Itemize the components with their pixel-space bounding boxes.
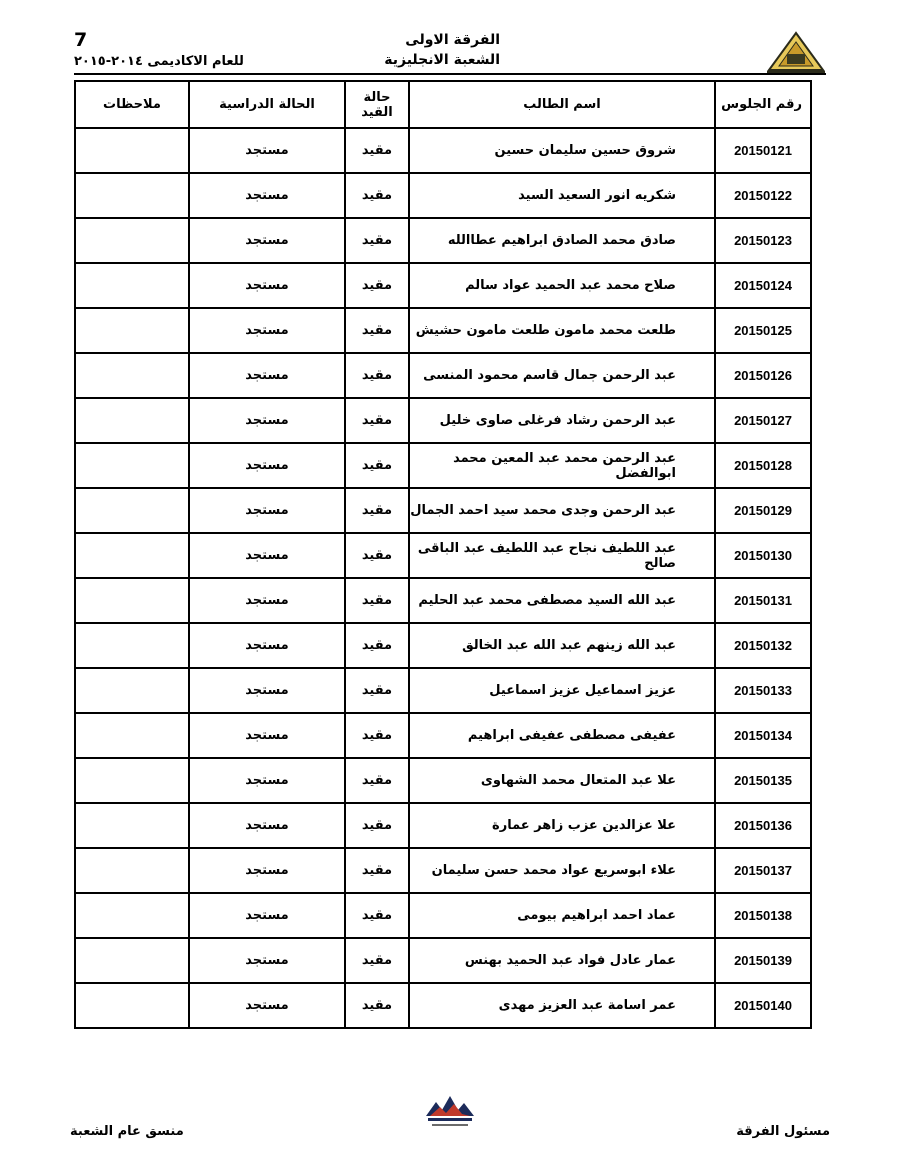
student-name-cell: عماد احمد ابراهيم بيومى: [409, 893, 715, 938]
seat-number-cell: 20150133: [715, 668, 811, 713]
study-status-cell: مستجد: [189, 173, 345, 218]
registration-status-cell: مقيد: [345, 983, 409, 1028]
notes-cell: [75, 128, 189, 173]
notes-cell: [75, 578, 189, 623]
header-student-name: اسم الطالب: [409, 81, 715, 128]
student-name-cell: عبد اللطيف نجاح عبد اللطيف عبد الباقى صالح: [409, 533, 715, 578]
table-row: [75, 713, 811, 758]
seat-number-cell: 20150123: [715, 218, 811, 263]
seat-number-cell: 20150125: [715, 308, 811, 353]
student-name-cell: عبد الله السيد مصطفى محمد عبد الحليم: [409, 578, 715, 623]
seat-number-cell: 20150121: [715, 128, 811, 173]
seat-number-cell: 20150136: [715, 803, 811, 848]
table-row: [75, 218, 811, 263]
table-row: [75, 668, 811, 713]
general-coordinator-signature-label: منسق عام الشعبة: [70, 1124, 184, 1139]
study-status-cell: مستجد: [189, 218, 345, 263]
student-roster-table: [74, 80, 812, 1029]
table-row: [75, 128, 811, 173]
university-logo-icon: [765, 30, 827, 76]
table-row: [75, 803, 811, 848]
seat-number-cell: 20150129: [715, 488, 811, 533]
notes-cell: [75, 263, 189, 308]
registration-status-cell: مقيد: [345, 848, 409, 893]
notes-cell: [75, 623, 189, 668]
notes-cell: [75, 443, 189, 488]
header-divider: [74, 73, 826, 75]
notes-cell: [75, 668, 189, 713]
seat-number-cell: 20150131: [715, 578, 811, 623]
registration-status-cell: مقيد: [345, 488, 409, 533]
table-row: [75, 758, 811, 803]
notes-cell: [75, 218, 189, 263]
header-seat-number: رقم الجلوس: [715, 81, 811, 128]
table-row: [75, 353, 811, 398]
student-name-cell: عفيفى مصطفى عفيفى ابراهيم: [409, 713, 715, 758]
registration-status-cell: مقيد: [345, 578, 409, 623]
notes-cell: [75, 308, 189, 353]
study-status-cell: مستجد: [189, 758, 345, 803]
notes-cell: [75, 938, 189, 983]
table-row: [75, 623, 811, 668]
registration-status-cell: مقيد: [345, 713, 409, 758]
student-name-cell: صلاح محمد عبد الحميد عواد سالم: [409, 263, 715, 308]
seat-number-cell: 20150132: [715, 623, 811, 668]
study-status-cell: مستجد: [189, 938, 345, 983]
header-study-status: الحالة الدراسية: [189, 81, 345, 128]
seat-number-cell: 20150137: [715, 848, 811, 893]
header-notes: ملاحظات: [75, 81, 189, 128]
student-name-cell: علاء ابوسريع عواد محمد حسن سليمان: [409, 848, 715, 893]
seat-number-cell: 20150134: [715, 713, 811, 758]
registration-status-cell: مقيد: [345, 893, 409, 938]
registration-status-cell: مقيد: [345, 938, 409, 983]
student-name-cell: عبد الله زينهم عبد الله عبد الخالق: [409, 623, 715, 668]
registration-status-cell: مقيد: [345, 443, 409, 488]
study-status-cell: مستجد: [189, 578, 345, 623]
student-name-cell: عبد الرحمن جمال قاسم محمود المنسى: [409, 353, 715, 398]
page-number: 7: [74, 29, 88, 51]
seat-number-cell: 20150124: [715, 263, 811, 308]
study-status-cell: مستجد: [189, 488, 345, 533]
study-status-cell: مستجد: [189, 668, 345, 713]
level-title: الفرقة الاولى: [405, 32, 500, 48]
registration-status-cell: مقيد: [345, 533, 409, 578]
student-name-cell: عمر اسامة عبد العزيز مهدى: [409, 983, 715, 1028]
study-status-cell: مستجد: [189, 308, 345, 353]
notes-cell: [75, 758, 189, 803]
table-row: [75, 938, 811, 983]
seat-number-cell: 20150128: [715, 443, 811, 488]
seat-number-cell: 20150138: [715, 893, 811, 938]
notes-cell: [75, 398, 189, 443]
notes-cell: [75, 488, 189, 533]
study-status-cell: مستجد: [189, 848, 345, 893]
seat-number-cell: 20150139: [715, 938, 811, 983]
table-row: [75, 578, 811, 623]
registration-status-cell: مقيد: [345, 128, 409, 173]
study-status-cell: مستجد: [189, 353, 345, 398]
student-name-cell: عمار عادل فواد عبد الحميد بهنس: [409, 938, 715, 983]
notes-cell: [75, 848, 189, 893]
seat-number-cell: 20150140: [715, 983, 811, 1028]
table-row: [75, 893, 811, 938]
study-status-cell: مستجد: [189, 263, 345, 308]
study-status-cell: مستجد: [189, 713, 345, 758]
registration-status-cell: مقيد: [345, 803, 409, 848]
student-name-cell: صادق محمد الصادق ابراهيم عطاالله: [409, 218, 715, 263]
student-name-cell: عزيز اسماعيل عزيز اسماعيل: [409, 668, 715, 713]
registration-status-cell: مقيد: [345, 218, 409, 263]
notes-cell: [75, 983, 189, 1028]
registration-status-cell: مقيد: [345, 668, 409, 713]
seat-number-cell: 20150127: [715, 398, 811, 443]
table-header-row: [75, 81, 811, 128]
table-row: [75, 173, 811, 218]
notes-cell: [75, 713, 189, 758]
registration-status-cell: مقيد: [345, 623, 409, 668]
study-status-cell: مستجد: [189, 893, 345, 938]
student-name-cell: شكريه انور السعيد السيد: [409, 173, 715, 218]
table-body: [75, 128, 811, 1028]
registration-status-cell: مقيد: [345, 353, 409, 398]
seat-number-cell: 20150126: [715, 353, 811, 398]
registration-status-cell: مقيد: [345, 263, 409, 308]
registration-status-cell: مقيد: [345, 758, 409, 803]
table-row: [75, 443, 811, 488]
student-name-cell: علا عبد المتعال محمد الشهاوى: [409, 758, 715, 803]
table-row: [75, 308, 811, 353]
notes-cell: [75, 803, 189, 848]
table-row: [75, 488, 811, 533]
study-status-cell: مستجد: [189, 128, 345, 173]
notes-cell: [75, 893, 189, 938]
study-status-cell: مستجد: [189, 443, 345, 488]
table-row: [75, 263, 811, 308]
table-row: [75, 533, 811, 578]
registration-status-cell: مقيد: [345, 398, 409, 443]
notes-cell: [75, 533, 189, 578]
table-row: [75, 398, 811, 443]
class-supervisor-signature-label: مسئول الفرقة: [736, 1124, 830, 1139]
seat-number-cell: 20150122: [715, 173, 811, 218]
division-title: الشعبة الانجليزية: [384, 52, 500, 68]
header-registration-status: حالة القيد: [345, 81, 409, 128]
seat-number-cell: 20150130: [715, 533, 811, 578]
student-name-cell: شروق حسين سليمان حسين: [409, 128, 715, 173]
student-name-cell: عبد الرحمن وجدى محمد سيد احمد الجمال: [409, 488, 715, 533]
student-name-cell: عبد الرحمن محمد عبد المعين محمد ابوالفضل: [409, 443, 715, 488]
study-status-cell: مستجد: [189, 983, 345, 1028]
study-status-cell: مستجد: [189, 803, 345, 848]
student-name-cell: علا عزالدين عزب زاهر عمارة: [409, 803, 715, 848]
study-status-cell: مستجد: [189, 398, 345, 443]
table-row: [75, 983, 811, 1028]
study-status-cell: مستجد: [189, 623, 345, 668]
student-name-cell: طلعت محمد مامون طلعت مامون حشيش: [409, 308, 715, 353]
notes-cell: [75, 173, 189, 218]
seat-number-cell: 20150135: [715, 758, 811, 803]
notes-cell: [75, 353, 189, 398]
faculty-logo-icon: [420, 1090, 480, 1132]
student-name-cell: عبد الرحمن رشاد فرغلى صاوى خليل: [409, 398, 715, 443]
study-status-cell: مستجد: [189, 533, 345, 578]
table-row: [75, 848, 811, 893]
registration-status-cell: مقيد: [345, 173, 409, 218]
registration-status-cell: مقيد: [345, 308, 409, 353]
academic-year: للعام الاكاديمى ٢٠١٤-٢٠١٥: [74, 54, 244, 69]
